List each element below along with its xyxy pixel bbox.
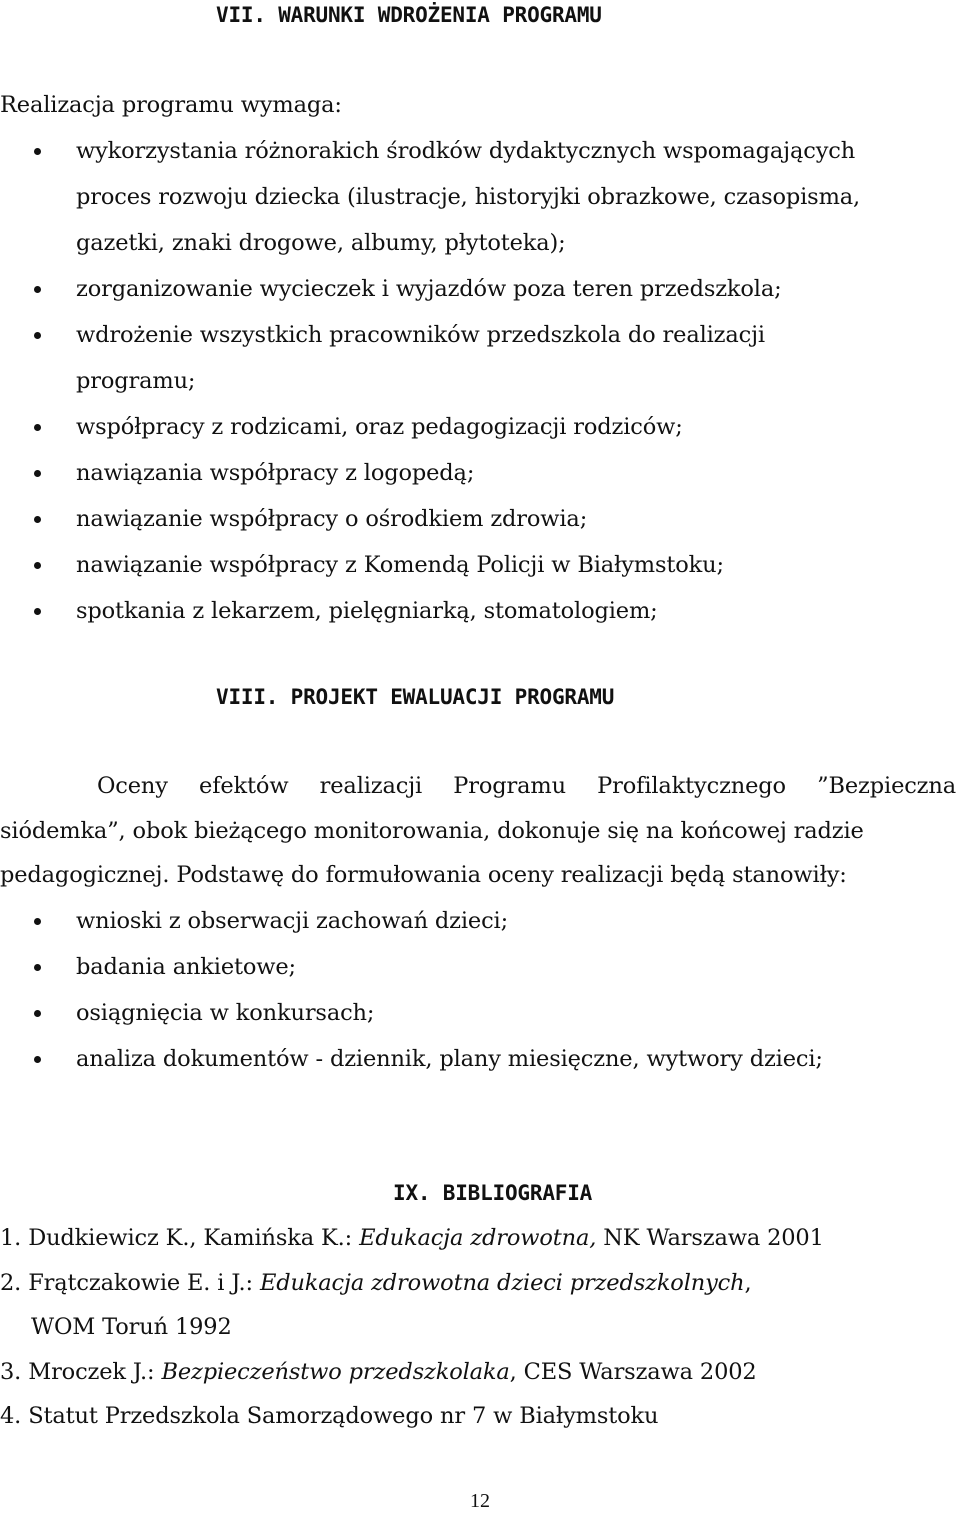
- list-item: współpracy z rodzicami, oraz pedagogizacji rodziców;: [0, 404, 960, 450]
- list-item: nawiązanie współpracy z Komendą Policji w Białymstoku;: [0, 542, 960, 588]
- bibliography-item: 2. Frątczakowie E. i J.: Edukacja zdrowotna dzieci przedszkolnych,: [0, 1269, 752, 1296]
- list-item: wykorzystania różnorakich środków dydaktycznych wspomagających proces rozwoju dziecka (ilustracje, historyjki obrazkowe, czasopisma, gazetki, znaki drogowe, albumy, płytoteka);: [0, 128, 960, 266]
- list-item: wnioski z obserwacji zachowań dzieci;: [0, 898, 960, 944]
- list-item: osiągnięcia w konkursach;: [0, 990, 960, 1036]
- bullet-icon: [34, 562, 41, 569]
- bibliography-item: 3. Mroczek J.: Bezpieczeństwo przedszkolaka, CES Warszawa 2002: [0, 1358, 757, 1385]
- bullet-icon: [34, 1010, 41, 1017]
- bullet-icon: [34, 964, 41, 971]
- paragraph-line: pedagogicznej. Podstawę do formułowania oceny realizacji będą stanowiły:: [0, 862, 847, 888]
- list-item: badania ankietowe;: [0, 944, 960, 990]
- bullet-icon: [34, 470, 41, 477]
- bullet-icon: [34, 608, 41, 615]
- list-item: nawiązanie współpracy o ośrodkiem zdrowia;: [0, 496, 960, 542]
- section-8-paragraph: [0, 764, 956, 898]
- paragraph-line: Oceny efektów realizacji Programu Profilaktycznego ”Bezpieczna: [97, 773, 956, 799]
- bullet-icon: [34, 424, 41, 431]
- bullet-icon: [34, 516, 41, 523]
- bibliography-item-continuation: WOM Toruń 1992: [31, 1314, 232, 1340]
- bullet-icon: [34, 332, 41, 339]
- bullet-icon: [34, 286, 41, 293]
- section-7-list: [0, 128, 960, 634]
- bibliography-item: 4. Statut Przedszkola Samorządowego nr 7 w Białymstoku: [0, 1403, 659, 1429]
- section-7-heading: VII. WARUNKI WDROŻENIA PROGRAMU: [216, 3, 602, 27]
- section-8-heading: VIII. PROJEKT EWALUACJI PROGRAMU: [216, 685, 615, 709]
- paragraph-line: siódemka”, obok bieżącego monitorowania, dokonuje się na końcowej radzie: [0, 817, 864, 844]
- section-9-heading: IX. BIBLIOGRAFIA: [393, 1181, 593, 1205]
- bullet-icon: [34, 1056, 41, 1063]
- bullet-icon: [34, 148, 41, 155]
- list-item: spotkania z lekarzem, pielęgniarką, stomatologiem;: [0, 588, 960, 634]
- list-item: wdrożenie wszystkich pracowników przedszkola do realizacji programu;: [0, 312, 960, 404]
- list-item: analiza dokumentów - dziennik, plany miesięczne, wytwory dzieci;: [0, 1036, 960, 1082]
- page-number: 12: [470, 1490, 490, 1512]
- list-item: nawiązania współpracy z logopedą;: [0, 450, 960, 496]
- section-8-list: [0, 898, 960, 1082]
- bibliography-list: [0, 1216, 960, 1439]
- list-item: zorganizowanie wycieczek i wyjazdów poza teren przedszkola;: [0, 266, 960, 312]
- bibliography-item: 1. Dudkiewicz K., Kamińska K.: Edukacja zdrowotna, NK Warszawa 2001: [0, 1225, 824, 1251]
- section-7-intro: Realizacja programu wymaga:: [0, 92, 342, 118]
- bullet-icon: [34, 918, 41, 925]
